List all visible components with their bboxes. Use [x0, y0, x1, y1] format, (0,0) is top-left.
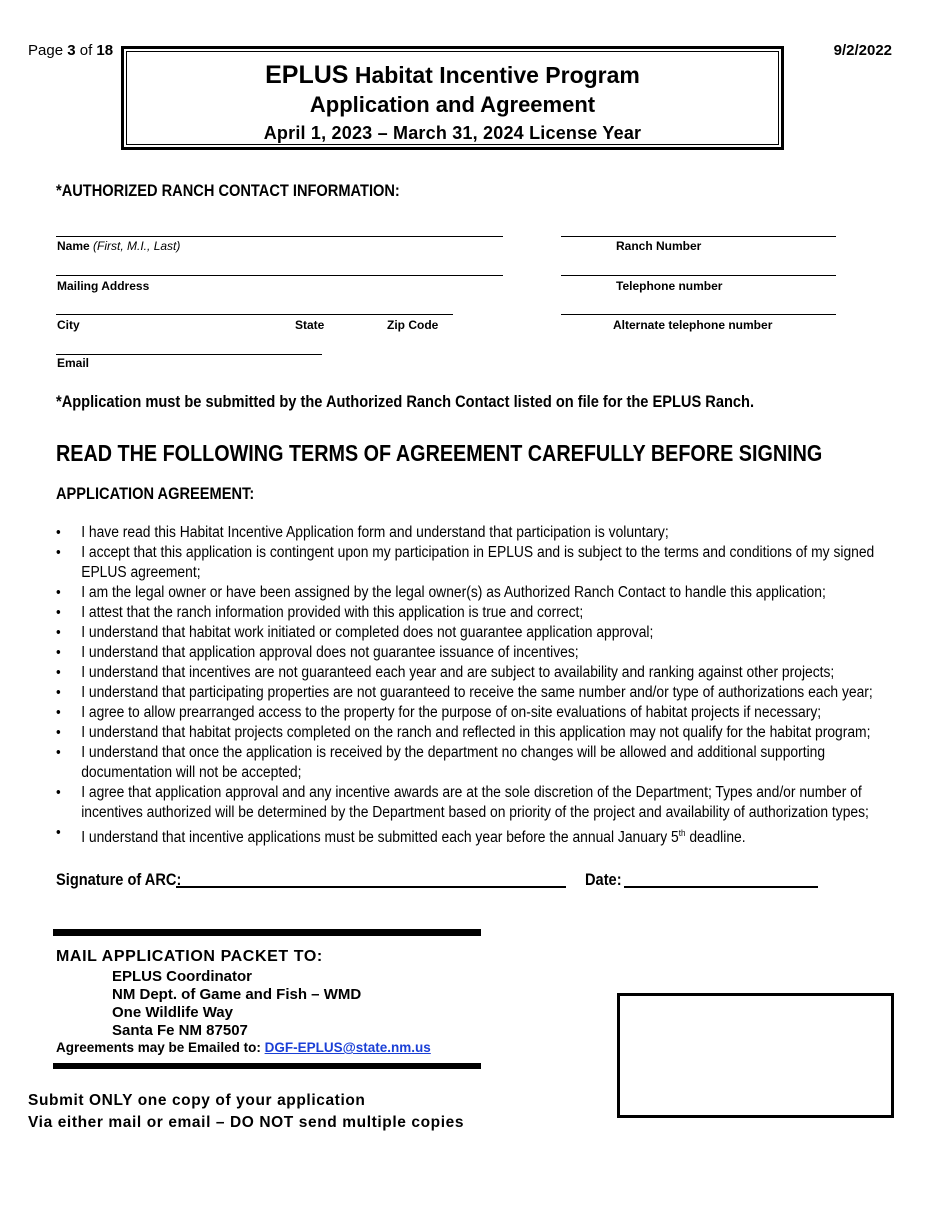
last-term-tail: deadline. — [685, 829, 746, 847]
telephone-field[interactable] — [561, 275, 836, 276]
terms-heading: READ THE FOLLOWING TERMS OF AGREEMENT CAREFULLY BEFORE SIGNING — [56, 440, 823, 466]
mail-bottom-bar — [53, 1063, 481, 1069]
last-term-sup: th — [678, 828, 686, 838]
address-line-4: Santa Fe NM 87507 — [112, 1022, 248, 1039]
list-item: • I accept that this application is contingent upon my participation in EPLUS and is subject to the terms and conditions of my signed EPLUS agreement; — [56, 543, 884, 583]
name-label — [57, 239, 180, 253]
mail-heading: MAIL APPLICATION PACKET TO: — [56, 948, 323, 965]
page-current: 3 — [67, 42, 76, 59]
date-field[interactable] — [624, 886, 818, 888]
list-item: • I understand that application approval does not guarantee issuance of incentives; — [56, 643, 884, 663]
signature-field[interactable] — [176, 886, 566, 888]
title-line-1 — [127, 60, 778, 90]
list-item: • I agree that application approval and any incentive awards are at the sole discretion of the Department; Types and/or number of incentives authorized will be determined by the Department based on priority of the project and availability of authorization types; — [56, 783, 884, 823]
email-label: Email — [57, 356, 90, 370]
submit-instruction-2: Via either mail or email – DO NOT send multiple copies — [28, 1114, 465, 1131]
list-item: • I understand that habitat work initiated or completed does not guarantee application approval; — [56, 623, 884, 643]
mailing-address-field[interactable] — [56, 275, 503, 276]
list-item: • I am the legal owner or have been assigned by the legal owner(s) as Authorized Ranch Contact to handle this application; — [56, 583, 884, 603]
contact-heading: *AUTHORIZED RANCH CONTACT INFORMATION: — [56, 181, 400, 200]
title-line-3: April 1, 2023 – March 31, 2024 License Year — [263, 123, 642, 143]
date-label: Date: — [585, 870, 622, 889]
submission-notice: *Application must be submitted by the Authorized Ranch Contact listed on file for the EPLUS Ranch. — [56, 392, 755, 411]
page-prefix: Page — [28, 42, 64, 59]
signature-label: Signature of ARC: — [56, 870, 182, 889]
ranch-number-label: Ranch Number — [616, 239, 702, 253]
office-use-box — [617, 993, 894, 1118]
list-item: • I have read this Habitat Incentive Application form and understand that participation is voluntary; — [56, 523, 884, 543]
title-program: Habitat Incentive Program — [354, 62, 640, 88]
email-line — [56, 1040, 431, 1055]
alt-telephone-field[interactable] — [561, 314, 836, 315]
mail-top-bar — [53, 929, 481, 936]
city-state-zip-field[interactable] — [56, 314, 453, 315]
email-field[interactable] — [56, 354, 322, 355]
submit-instruction-1: Submit ONLY one copy of your application — [28, 1092, 366, 1109]
page-of: of — [79, 42, 93, 59]
city-label: City — [57, 318, 80, 332]
email-link[interactable]: DGF-EPLUS@state.nm.us — [264, 1040, 431, 1055]
agreement-heading: APPLICATION AGREEMENT: — [56, 484, 255, 503]
name-label-text: Name — [57, 239, 90, 253]
address-line-3: One Wildlife Way — [112, 1004, 233, 1021]
title-brand: EPLUS — [265, 61, 349, 89]
list-item: • I attest that the ranch information provided with this application is true and correct; — [56, 603, 884, 623]
ranch-number-field[interactable] — [561, 236, 836, 237]
list-item: • I understand that incentives are not guaranteed each year and are subject to availability and ranking against other projects; — [56, 663, 884, 683]
telephone-label: Telephone number — [616, 279, 723, 293]
alt-telephone-label: Alternate telephone number — [613, 318, 773, 332]
zip-label: Zip Code — [387, 318, 439, 332]
title-box — [121, 46, 784, 150]
page-number — [28, 42, 113, 59]
terms-list — [56, 523, 896, 848]
page-total: 18 — [96, 42, 114, 59]
list-item: • I understand that once the application is received by the department no changes will be allowed and additional supporting documentation will not be accepted; — [56, 743, 884, 783]
address-line-1: EPLUS Coordinator — [112, 968, 253, 985]
name-hint: (First, M.I., Last) — [93, 239, 181, 253]
title-line-2: Application and Agreement — [309, 92, 596, 117]
state-label: State — [295, 318, 325, 332]
list-item: • I understand that habitat projects completed on the ranch and reflected in this application may not qualify for the habitat program; — [56, 723, 884, 743]
last-term-text: I understand that incentive applications must be submitted each year before the annual January 5 — [81, 829, 679, 847]
list-item: • I understand that participating properties are not guaranteed to receive the same number and/or type of authorizations each year; — [56, 683, 884, 703]
document-date: 9/2/2022 — [833, 42, 892, 59]
list-item: • I agree to allow prearranged access to the property for the purpose of on-site evaluations of habitat projects if necessary; — [56, 703, 884, 723]
name-field[interactable] — [56, 236, 503, 237]
mailing-address-label: Mailing Address — [57, 279, 150, 293]
list-item — [56, 823, 884, 848]
address-line-2: NM Dept. of Game and Fish – WMD — [112, 986, 362, 1003]
email-prefix: Agreements may be Emailed to: — [56, 1040, 261, 1055]
